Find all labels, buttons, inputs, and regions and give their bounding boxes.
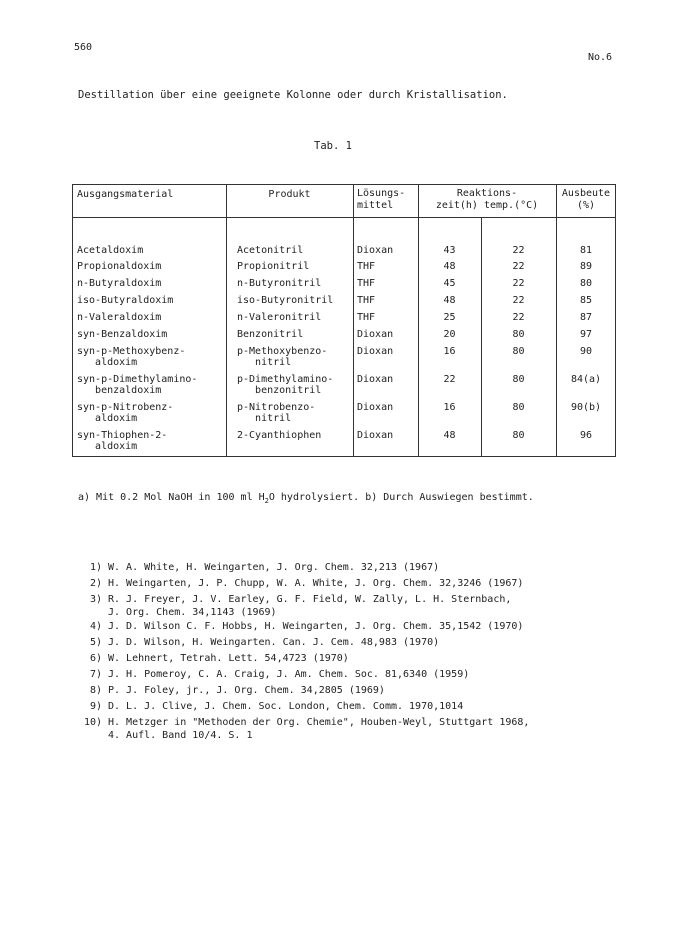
- reference-text: R. J. Freyer, J. V. Earley, G. F. Field, W. Zally, L. H. Sternbach, J. Org. Chem. 34,1143 (1969): [108, 594, 512, 618]
- reference-number: 3): [89, 594, 102, 605]
- reference-number: 7): [89, 669, 102, 680]
- journal-issue: No.6: [588, 52, 613, 63]
- cell-time: 48: [443, 295, 456, 306]
- reference-text: D. L. J. Clive, J. Chem. Soc. London, Chem. Comm. 1970,1014: [108, 701, 464, 712]
- reference-text: H. Metzger in "Methoden der Org. Chemie", Houben-Weyl, Stuttgart 1968, 4. Aufl. Band 10/4. S. 1: [108, 717, 530, 741]
- cell-time: 48: [443, 430, 456, 441]
- cell-product: n-Valeronitril: [237, 312, 322, 323]
- footnote-text-2: O hydrolysiert. b) Durch Auswiegen bestimmt.: [268, 492, 534, 503]
- header-ausgangsmaterial: Ausgangsmaterial: [77, 189, 174, 200]
- cell-time: 43: [443, 245, 456, 256]
- cell-temp: 80: [512, 329, 525, 340]
- cell-time: 20: [443, 329, 456, 340]
- cell-solvent: THF: [357, 278, 376, 289]
- cell-start-material: n-Valeraldoxim: [77, 312, 162, 323]
- cell-temp: 22: [512, 295, 525, 306]
- cell-time: 16: [443, 402, 456, 413]
- cell-time: 25: [443, 312, 456, 323]
- cell-yield: 96: [579, 430, 593, 441]
- cell-temp: 22: [512, 278, 525, 289]
- table-divider: [353, 185, 354, 456]
- cell-temp: 22: [512, 245, 525, 256]
- reference-item: [78, 683, 638, 699]
- reference-text: P. J. Foley, jr., J. Org. Chem. 34,2805 (1969): [108, 685, 385, 696]
- table-caption: Tab. 1: [314, 140, 352, 152]
- cell-yield: 89: [579, 261, 593, 272]
- cell-solvent: THF: [357, 295, 376, 306]
- cell-temp: 80: [512, 402, 525, 413]
- reference-text: J. D. Wilson C. F. Hobbs, H. Weingarten, J. Org. Chem. 35,1542 (1970): [108, 621, 524, 632]
- cell-product: iso-Butyronitril: [237, 295, 334, 306]
- reference-number: 9): [89, 701, 102, 712]
- cell-product: p-Dimethylamino- benzonitril: [237, 374, 334, 396]
- intro-paragraph: Destillation über eine geeignete Kolonne oder durch Kristallisation.: [78, 89, 508, 101]
- cell-temp: 22: [512, 261, 525, 272]
- cell-start-material: syn-p-Dimethylamino- benzaldoxim: [77, 374, 198, 396]
- cell-yield: 90: [579, 346, 593, 357]
- reference-number: 6): [89, 653, 102, 664]
- reference-item: [78, 699, 638, 715]
- reference-text: H. Weingarten, J. P. Chupp, W. A. White, J. Org. Chem. 32,3246 (1967): [108, 578, 524, 589]
- cell-solvent: Dioxan: [357, 374, 394, 385]
- header-ausbeute: Ausbeute: [561, 188, 611, 199]
- footnote-text-1: a) Mit 0.2 Mol NaOH in 100 ml H: [78, 492, 265, 503]
- cell-temp: 22: [512, 312, 525, 323]
- cell-product: n-Butyronitril: [237, 278, 322, 289]
- reference-number: 8): [89, 685, 102, 696]
- cell-product: 2-Cyanthiophen: [237, 430, 322, 441]
- footnote-subscript: 2: [264, 497, 269, 505]
- cell-yield: 81: [579, 245, 593, 256]
- reference-text: J. D. Wilson, H. Weingarten. Can. J. Cem. 48,983 (1970): [108, 637, 440, 648]
- reference-text: W. A. White, H. Weingarten, J. Org. Chem. 32,213 (1967): [108, 562, 440, 573]
- cell-solvent: Dioxan: [357, 329, 394, 340]
- cell-product: p-Nitrobenzo- nitril: [237, 402, 316, 424]
- header-zeit-temp: zeit(h) temp.(°C): [435, 200, 539, 211]
- references-list: [78, 560, 638, 742]
- cell-solvent: Dioxan: [357, 346, 394, 357]
- cell-temp: 80: [512, 346, 525, 357]
- reference-text: J. H. Pomeroy, C. A. Craig, J. Am. Chem. Soc. 81,6340 (1959): [108, 669, 470, 680]
- table-header-rule: [73, 217, 615, 218]
- cell-product: Propionitril: [237, 261, 310, 272]
- cell-yield: 90(b): [570, 402, 602, 413]
- cell-start-material: Acetaldoxim: [77, 245, 144, 256]
- cell-start-material: iso-Butyraldoxim: [77, 295, 174, 306]
- cell-start-material: syn-p-Nitrobenz- aldoxim: [77, 402, 174, 424]
- cell-time: 48: [443, 261, 456, 272]
- header-ausbeute-unit: (%): [576, 200, 596, 211]
- reference-item: [78, 592, 638, 619]
- cell-temp: 80: [512, 430, 525, 441]
- cell-time: 16: [443, 346, 456, 357]
- cell-yield: 87: [579, 312, 593, 323]
- reference-number: 2): [89, 578, 102, 589]
- reference-item: [78, 576, 638, 592]
- table-footnote: [78, 492, 534, 505]
- header-produkt: Produkt: [268, 189, 311, 200]
- header-loesungsmittel-1: Lösungs-: [357, 188, 406, 199]
- cell-yield: 97: [579, 329, 593, 340]
- page-number: 560: [74, 42, 93, 53]
- cell-solvent: Dioxan: [357, 430, 394, 441]
- cell-product: Acetonitril: [237, 245, 304, 256]
- reference-item: [78, 667, 638, 683]
- header-loesungsmittel-2: mittel: [357, 200, 394, 211]
- cell-solvent: THF: [357, 312, 376, 323]
- reference-text: W. Lehnert, Tetrah. Lett. 54,4723 (1970): [108, 653, 349, 664]
- reference-number: 5): [89, 637, 102, 648]
- cell-yield: 80: [579, 278, 593, 289]
- results-table: [72, 184, 616, 457]
- cell-solvent: Dioxan: [357, 402, 394, 413]
- cell-start-material: syn-Thiophen-2- aldoxim: [77, 430, 168, 452]
- cell-start-material: syn-Benzaldoxim: [77, 329, 168, 340]
- cell-yield: 85: [579, 295, 593, 306]
- cell-solvent: THF: [357, 261, 376, 272]
- cell-start-material: Propionaldoxim: [77, 261, 162, 272]
- cell-start-material: syn-p-Methoxybenz- aldoxim: [77, 346, 186, 368]
- reference-number: 10): [83, 717, 102, 728]
- cell-solvent: Dioxan: [357, 245, 394, 256]
- cell-yield: 84(a): [570, 374, 602, 385]
- cell-product: p-Methoxybenzo- nitril: [237, 346, 328, 368]
- table-divider: [226, 185, 227, 456]
- cell-time: 22: [443, 374, 456, 385]
- cell-time: 45: [443, 278, 456, 289]
- reference-number: 4): [89, 621, 102, 632]
- reference-item: [78, 715, 638, 742]
- reference-item: [78, 560, 638, 576]
- reference-number: 1): [89, 562, 102, 573]
- cell-temp: 80: [512, 374, 525, 385]
- cell-start-material: n-Butyraldoxim: [77, 278, 162, 289]
- reference-item: [78, 635, 638, 651]
- header-reaktions: Reaktions-: [456, 188, 518, 199]
- reference-item: [78, 651, 638, 667]
- cell-product: Benzonitril: [237, 329, 304, 340]
- reference-item: [78, 619, 638, 635]
